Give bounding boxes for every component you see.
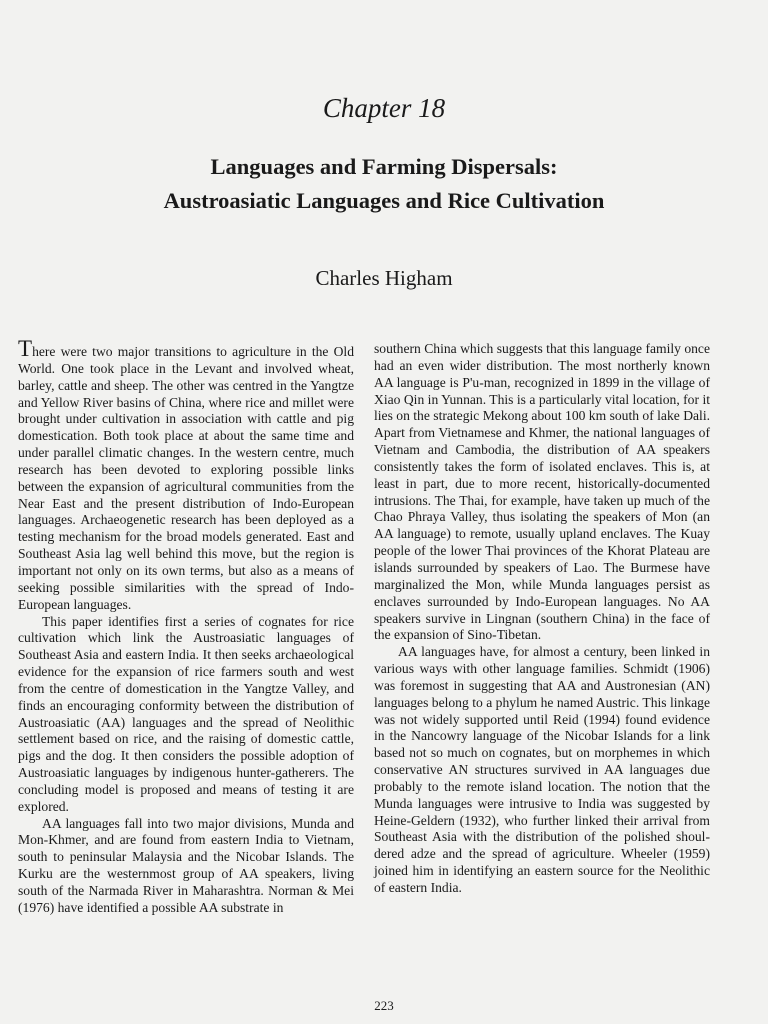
chapter-title: [0, 150, 768, 218]
paragraph: AA languages have, for almost a century, been linked in various ways with other language families. Schmidt (1906) was foremost in suggesting that AA and Austronesian (AN) languages belong to a phylum he named Austric. This linkage was not widely supported until Reid (1994) found evidence in the Nancowry language of the Nicobar Islands for a link based not so much on cognates, but on morphemes in which conservative AN structures survived in AA languages due probably to the remote island location. The notion that the Munda languages were intrusive to India was suggested by Heine-Geldern (1932), who further linked their arrival from Southeast Asia with the distribution of the polished shouldered adze and the spread of agriculture. Wheeler (1959) joined him in identifying an eastern source for the Neolithic of eastern India.: [374, 644, 710, 895]
paragraph-text: here were two major transitions to agriculture in the Old World. One took place in the Levant and involved wheat, barley, cattle and sheep. The other was centred in the Yangtze and Yellow River basins of China, where rice and millet were brought under cultivation in association with cattle and pig domestication. Both took place at about the same time and under parallel climatic changes. In the western centre, much research has been devoted to exploring possible links between the expansion of agricultural communities from the Near East and the present distribution of Indo-European languages. Archaeogenetic research has been deployed as a testing mechanism for the broad models generated. East and Southeast Asia lag well behind this move, but the region is important not only on its own terms, but also as a means of seeking possible similarities with the spread of Indo-European languages.: [18, 344, 354, 612]
right-column: [374, 341, 710, 897]
paragraph: southern China which suggests that this language family once had an even wider distribution. The most northerly known AA language is P'u-man, recognized in 1899 in the village of Xiao Qin in Yunnan. This is a particularly vital location, for it lies on the strategic Mekong about 100 km south of lake Dali. Apart from Vietnamese and Khmer, the national languages of Vietnam and Cambodia, the distribution of AA speakers consistently takes the form of isolated enclaves. This is, at least in part, due to more recent, historically-documented intrusions. The Thai, for example, have taken up much of the Chao Phraya Valley, thus isolating the speakers of Mon (an AA language) to remote, usually upland enclaves. The Kuay people of the lower Thai provinces of the Khorat Plateau are islands surrounded by speakers of Lao. The Burmese have marginalized the Mon, while Munda languages persist as enclaves surrounded by Indo-European languages. No AA speakers survive in Lingnan (southern China) in the face of the expansion of Sino-Tibetan.: [374, 341, 711, 643]
page-number: 223: [374, 998, 394, 1013]
drop-cap: T: [18, 336, 33, 361]
chapter-title-line-1: Languages and Farming Dispersals:: [210, 154, 558, 179]
chapter-title-line-2: Austroasiatic Languages and Rice Cultivation: [163, 188, 605, 213]
chapter-label: Chapter 18: [322, 93, 446, 123]
left-column: [18, 336, 354, 917]
paragraph: AA languages fall into two major divisions, Munda and Mon-Khmer, and are found from eastern India to Vietnam, south to peninsular Malaysia and the Nicobar Islands. The Kurku are the westernmost group of AA speakers, living south of the Narmada River in Maharashtra. Norman & Mei (1976) have identified a possible AA substrate in: [18, 815, 354, 915]
paragraph: This paper identifies first a series of cognates for rice cultivation which link the Austroasiatic languages of Southeast Asia and eastern India. It then seeks archaeological evidence for the expansion of rice farmers south and west from the centre of domestication in the Yangtze Valley, and finds an encouraging conformity between the distribution of Austroasiatic (AA) languages and the spread of Neolithic settlement based on rice, and the raising of domestic cattle, pigs and the dog. It then considers the possible adoption of Austroasiatic languages by indigenous hunter-gatherers. The concluding model is proposed and means of testing it are explored.: [18, 613, 354, 814]
paragraph: [18, 336, 354, 614]
author-name: Charles Higham: [315, 266, 453, 290]
